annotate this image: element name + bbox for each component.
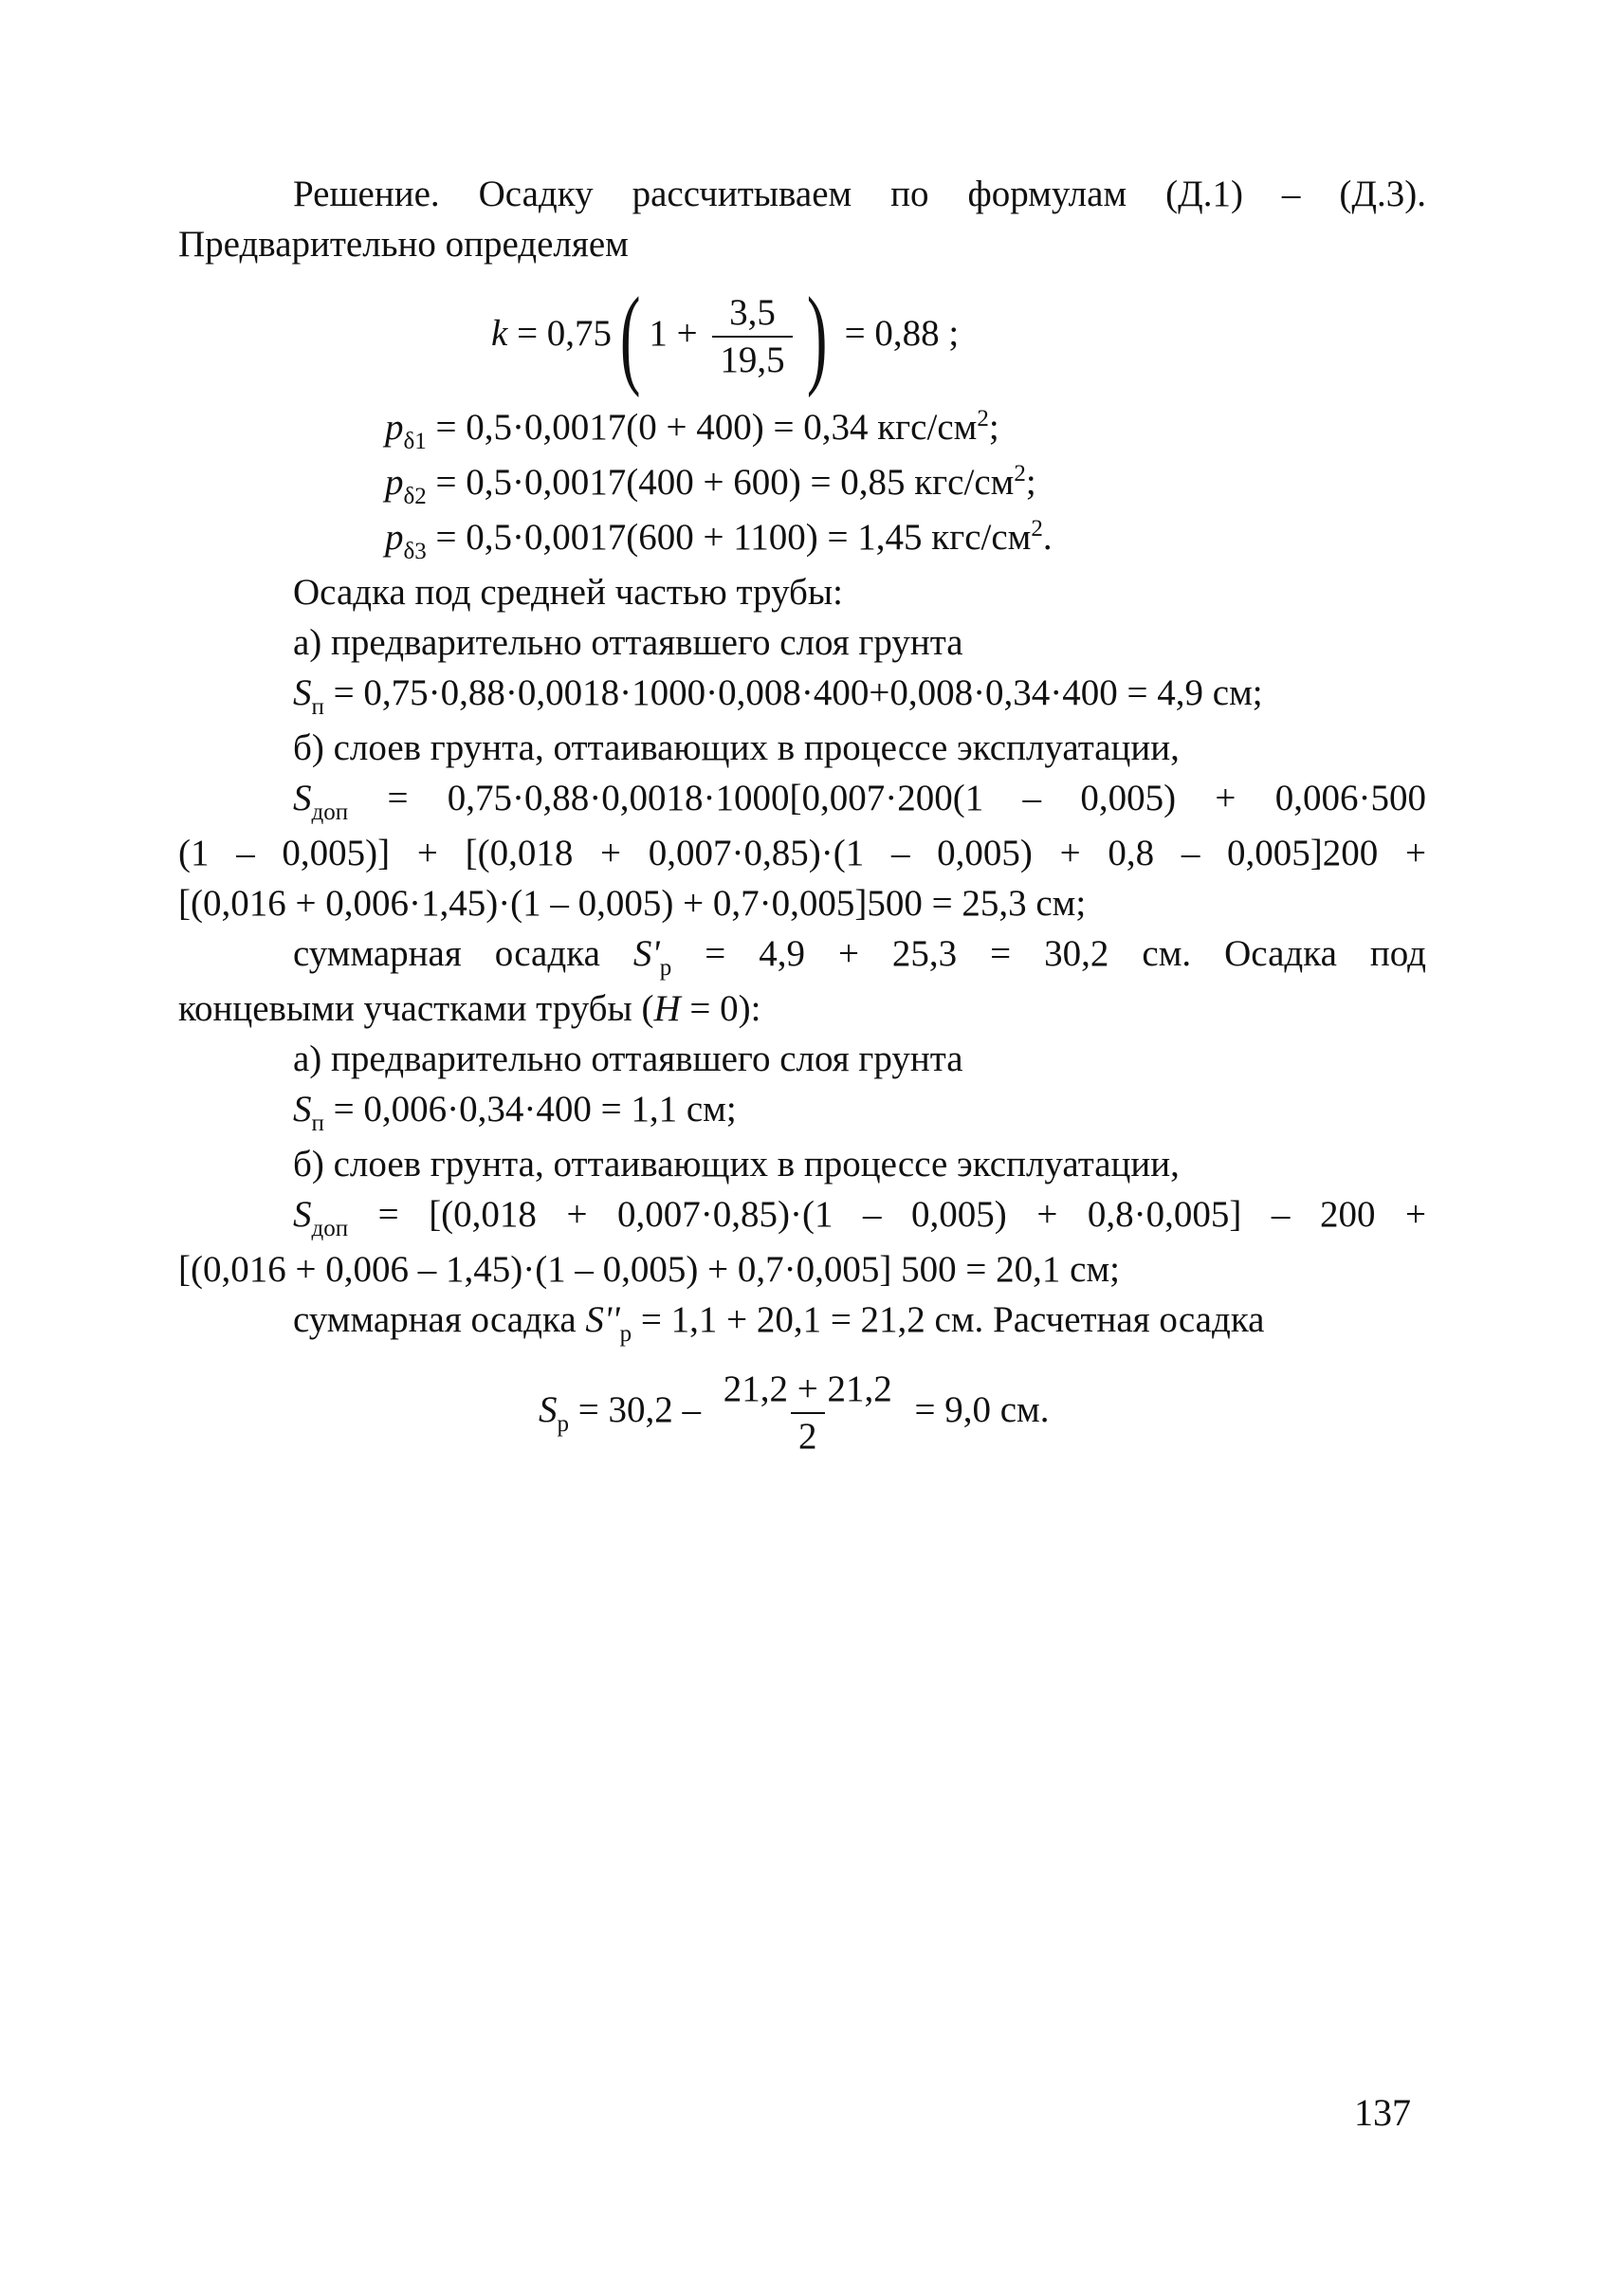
middle-sdop-variable: S — [293, 778, 312, 818]
p3-variable: p — [385, 517, 404, 558]
middle-sdop-subscript: доп — [311, 799, 349, 825]
middle-a-label — [178, 617, 1426, 668]
middle-heading — [178, 567, 1426, 617]
intro-text-2: Предварительно определяем — [178, 224, 629, 265]
k-variable: k — [491, 312, 508, 354]
ends-sum-prefix: суммарная осадка — [293, 1299, 586, 1340]
ends-sum-subscript: р — [619, 1321, 632, 1347]
ends-sdop-line-1 — [178, 1189, 1426, 1244]
ends-sum-variable: S'' — [585, 1299, 620, 1340]
page-number: 137 — [1354, 2091, 1411, 2134]
ends-sdop-subscript: доп — [311, 1216, 349, 1241]
sp-lhs: = 30,2 – — [569, 1388, 701, 1430]
ends-intro-line — [178, 983, 1426, 1034]
middle-sn-expression: = 0,75·0,88·0,0018·1000·0,008·400+0,008·0,34·400 = 4,9 см; — [323, 672, 1263, 713]
k-fraction-denominator: 19,5 — [712, 336, 792, 383]
k-fraction — [712, 290, 792, 383]
ends-b-label — [178, 1139, 1426, 1189]
intro-line-1 — [178, 169, 1426, 219]
middle-sdop-expression-2: (1 – 0,005)] + [(0,018 + 0,007·0,85)·(1 – 0,005) + 0,8 – 0,005]200 + — [178, 833, 1426, 873]
middle-sn-subscript: п — [311, 694, 324, 720]
p2-expression: = 0,5·0,0017(400 + 600) = 0,85 кгс/см — [426, 462, 1015, 503]
p3-expression: = 0,5·0,0017(600 + 1100) = 1,45 кгс/см — [426, 517, 1032, 558]
sp-subscript: р — [557, 1410, 569, 1437]
middle-a-label-text: а) предварительно оттаявшего слоя грунта — [293, 622, 963, 663]
middle-sn-formula — [178, 668, 1426, 723]
p2-subscript: δ2 — [403, 484, 427, 509]
intro-line-2 — [178, 219, 1426, 269]
p3-superscript: 2 — [1031, 516, 1043, 542]
middle-sdop-line-1 — [178, 773, 1426, 828]
p2-variable: p — [385, 462, 404, 503]
intro-text-1: Решение. Осадку рассчитываем по формулам (Д.1) – (Д.3). — [293, 174, 1426, 214]
ends-a-label — [178, 1034, 1426, 1084]
sp-fraction — [716, 1367, 900, 1460]
middle-sum-line — [178, 928, 1426, 983]
ends-b-label-text: б) слоев грунта, оттаивающих в процессе эксплуатации, — [293, 1144, 1180, 1185]
sp-unit: см. — [991, 1388, 1050, 1430]
p3-subscript: δ3 — [403, 539, 427, 564]
ends-sdop-line-2 — [178, 1244, 1426, 1295]
middle-sum-prefix: суммарная осадка — [293, 933, 633, 974]
ends-intro-suffix: = 0): — [680, 988, 761, 1029]
middle-sdop-expression-3: [(0,016 + 0,006·1,45)·(1 – 0,005) + 0,7·0,005]500 = 25,3 см; — [178, 883, 1087, 924]
middle-b-label-text: б) слоев грунта, оттаивающих в процессе эксплуатации, — [293, 727, 1180, 768]
ends-sum-line — [178, 1295, 1426, 1350]
p1-subscript: δ1 — [403, 429, 427, 454]
right-paren: ) — [806, 274, 828, 398]
ends-intro-variable: H — [653, 988, 681, 1029]
k-one-plus: 1 + — [649, 312, 698, 354]
ends-sn-subscript: п — [311, 1111, 324, 1136]
middle-sum-subscript: р — [659, 955, 672, 981]
sp-variable: S — [539, 1388, 558, 1430]
middle-b-label — [178, 723, 1426, 773]
p1-variable: p — [385, 407, 404, 448]
k-fraction-numerator: 3,5 — [729, 292, 776, 333]
p3-end: . — [1042, 517, 1053, 558]
k-formula — [178, 274, 1426, 398]
p-formula-1 — [178, 402, 1426, 457]
ends-sdop-expression-2: [(0,016 + 0,006 – 1,45)·(1 – 0,005) + 0,7·0,005] 500 = 20,1 см; — [178, 1249, 1120, 1290]
p2-superscript: 2 — [1014, 461, 1026, 487]
middle-sum-suffix: = 4,9 + 25,3 = 30,2 см. Осадка под — [671, 933, 1426, 974]
ends-sdop-expression-1: = [(0,018 + 0,007·0,85)·(1 – 0,005) + 0,8·0,005] – 200 + — [348, 1194, 1426, 1235]
middle-sn-variable: S — [293, 672, 312, 713]
sp-formula — [178, 1367, 1426, 1471]
k-result: = 0,88 — [844, 312, 940, 354]
ends-sum-suffix: = 1,1 + 20,1 = 21,2 см. Расчетная осадка — [632, 1299, 1265, 1340]
p1-superscript: 2 — [977, 406, 989, 432]
sp-fraction-denominator: 2 — [791, 1412, 825, 1460]
sp-fraction-numerator: 21,2 + 21,2 — [723, 1368, 892, 1409]
sp-result: = 9,0 — [914, 1388, 991, 1430]
middle-sdop-line-3 — [178, 878, 1426, 928]
p1-end: ; — [988, 407, 999, 448]
page-body — [178, 169, 1426, 1471]
middle-heading-text: Осадка под средней частью трубы: — [293, 572, 843, 613]
k-end: ; — [948, 312, 960, 354]
k-equals-const: = 0,75 — [517, 312, 613, 354]
ends-sn-formula — [178, 1084, 1426, 1139]
ends-sn-variable: S — [293, 1089, 312, 1130]
middle-sdop-line-2 — [178, 828, 1426, 878]
ends-sdop-variable: S — [293, 1194, 312, 1235]
ends-intro-prefix: концевыми участками трубы ( — [178, 988, 654, 1029]
left-paren: ( — [619, 274, 641, 398]
ends-a-label-text: а) предварительно оттаявшего слоя грунта — [293, 1038, 963, 1079]
p2-end: ; — [1025, 462, 1036, 503]
middle-sdop-expression-1: = 0,75·0,88·0,0018·1000[0,007·200(1 – 0,005) + 0,006·500 — [348, 778, 1426, 818]
ends-sn-expression: = 0,006·0,34·400 = 1,1 см; — [323, 1089, 737, 1130]
middle-sum-variable: S' — [632, 933, 660, 974]
p1-expression: = 0,5·0,0017(0 + 400) = 0,34 кгс/см — [426, 407, 978, 448]
p-formula-2 — [178, 457, 1426, 512]
p-formula-3 — [178, 512, 1426, 567]
